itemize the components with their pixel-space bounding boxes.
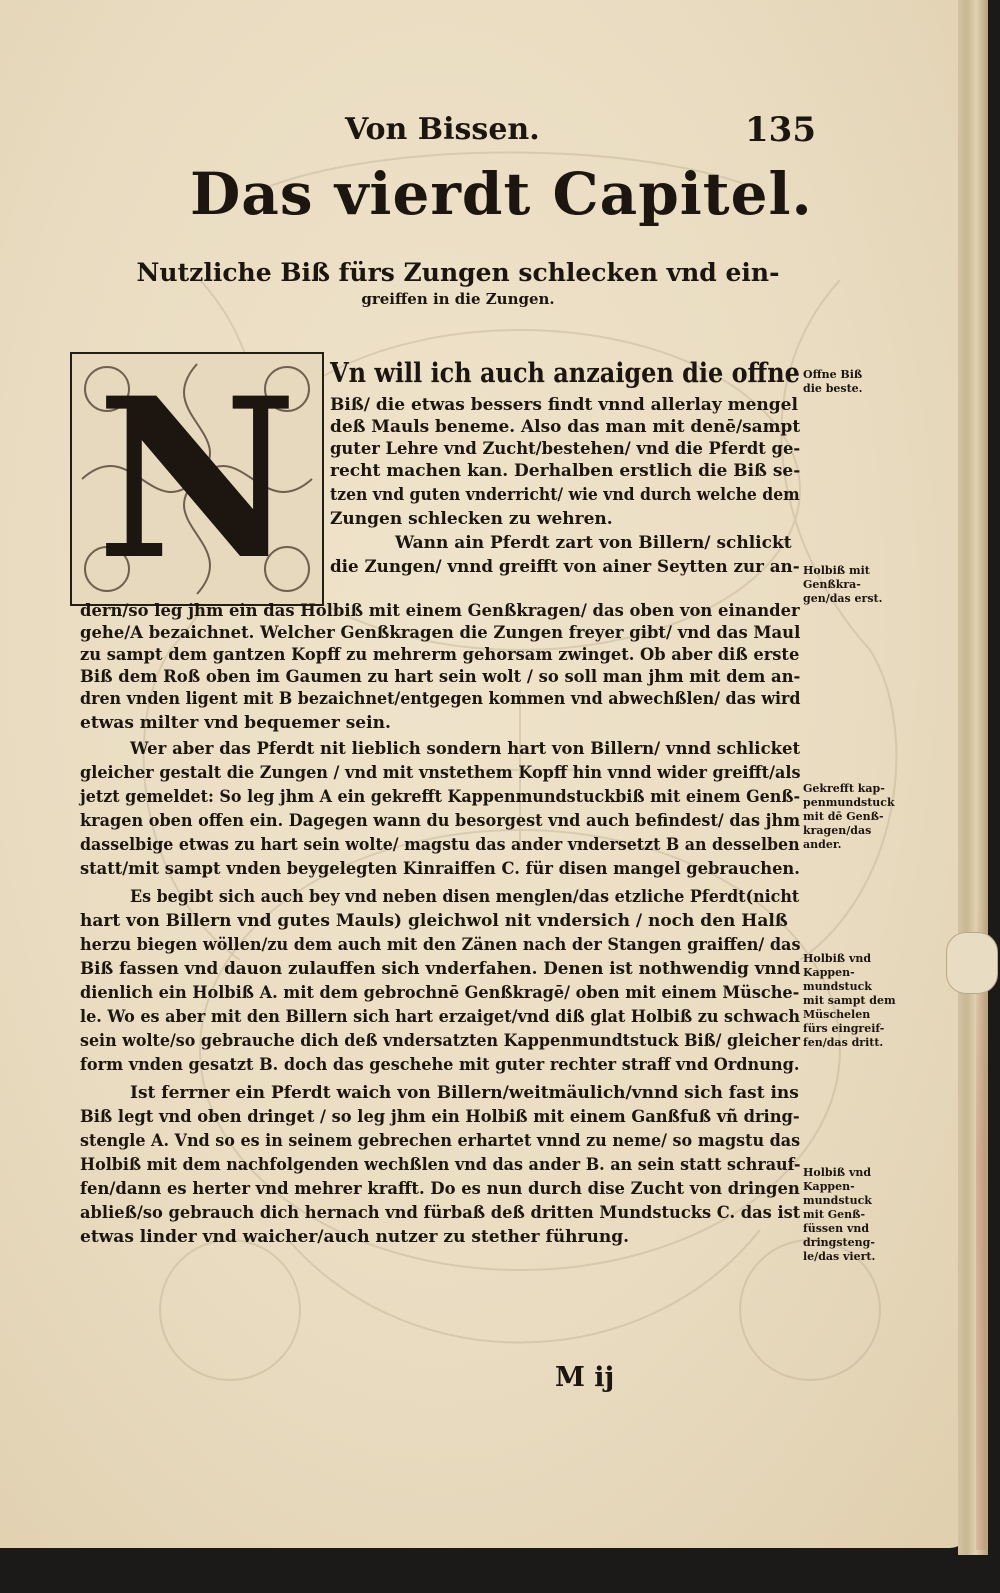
margin-note-line: penmundstuck: [803, 796, 895, 809]
page-number: 135: [745, 110, 816, 150]
margin-note: [803, 564, 895, 606]
margin-note-line: ander.: [803, 838, 842, 851]
margin-note-line: mit dē Genß-: [803, 810, 884, 823]
body-line: Biß legt vnd oben dringet / so leg jhm ein Holbiß mit einem Ganßfuß vñ dring-: [80, 1107, 800, 1127]
body-line: Ist ferrner ein Pferdt waich von Billern/weitmäulich/vnnd sich fast ins: [130, 1083, 799, 1103]
body-line: zu sampt dem gantzen Kopff zu mehrerm gehorsam zwinget. Ob aber diß erste: [80, 645, 800, 665]
body-line: etwas milter vnd bequemer sein.: [80, 713, 391, 733]
margin-note-line: die beste.: [803, 382, 863, 395]
body-line: statt/mit sampt vnden beygelegten Kinraiffen C. für disen mangel gebrauchen.: [80, 859, 800, 879]
decorated-initial: [70, 349, 324, 608]
margin-note-line: fürs eingreif-: [803, 1022, 885, 1035]
margin-note: [803, 368, 895, 396]
initial-letter: N: [96, 349, 298, 608]
margin-note-line: mundstuck: [803, 1194, 872, 1207]
margin-note-line: Genßkra-: [803, 578, 861, 591]
body-line: Holbiß mit dem nachfolgenden wechßlen vnd das ander B. an sein statt schrauf-: [80, 1155, 801, 1175]
margin-note-line: Müschelen: [803, 1008, 871, 1021]
margin-note-line: gen/das erst.: [803, 592, 883, 605]
body-line: Biß fassen vnd dauon zulauffen sich vnderfahen. Denen ist nothwendig vnnd: [80, 959, 801, 979]
margin-note-line: mit Genß-: [803, 1208, 866, 1221]
body-line: jetzt gemeldet: So leg jhm A ein gekrefft Kappenmundstuckbiß mit einem Genß-: [80, 787, 801, 807]
body-line: Wer aber das Pferdt nit lieblich sondern hart von Billern/ vnnd schlicket: [130, 739, 801, 759]
margin-note: [803, 1166, 895, 1264]
body-line: Biß/ die etwas bessers findt vnnd allerlay mengel: [330, 395, 798, 415]
body-line: Vn will ich auch anzaigen die offne: [330, 358, 800, 389]
body-line: sein wolte/so gebrauche dich deß vndersatzten Kappenmundtstuck Biß/ gleicher: [80, 1031, 801, 1051]
subtitle-line-2: greiffen in die Zungen.: [361, 290, 555, 308]
body-line: die Zungen/ vnnd greifft von ainer Seytten zur an-: [330, 557, 800, 577]
body-line: Wann ain Pferdt zart von Billern/ schlickt: [395, 533, 792, 553]
margin-note: [803, 782, 895, 852]
body-line: form vnden gesatzt B. doch das geschehe mit guter rechter straff vnd Ordnung.: [80, 1055, 800, 1075]
body-line: dienlich ein Holbiß A. mit dem gebrochnē Genßkragē/ oben mit einem Müsche-: [80, 983, 800, 1003]
body-line: herzu biegen wöllen/zu dem auch mit den Zänen nach der Stangen graiffen/ das: [80, 935, 801, 955]
body-line: Biß dem Roß oben im Gaumen zu hart sein wolt / so soll man jhm mit dem an-: [80, 667, 801, 687]
body-line: Es begibt sich auch bey vnd neben disen menglen/das etzliche Pferdt(nicht: [130, 887, 800, 907]
signature-mark: M ij: [555, 1362, 615, 1393]
margin-note-line: Holbiß vnd: [803, 952, 872, 965]
body-line: dern/so leg jhm ein das Holbiß mit einem Genßkragen/ das oben von einander: [80, 601, 800, 621]
body-line: recht machen kan. Derhalben erstlich die Biß se-: [330, 461, 801, 481]
body-line: etwas linder vnd waicher/auch nutzer zu stether führung.: [80, 1227, 630, 1247]
page-edge: [958, 0, 988, 1555]
body-line: stengle A. Vnd so es in seinem gebrechen erhartet vnnd zu neme/ so magstu das: [80, 1131, 801, 1151]
margin-note-line: Gekrefft kap-: [803, 782, 885, 795]
margin-note-line: füssen vnd: [803, 1222, 870, 1235]
body-line: kragen oben offen ein. Dagegen wann du besorgest vnd auch befindest/ das jhm: [80, 811, 801, 831]
subtitle-line-1: Nutzliche Biß fürs Zungen schlecken vnd ein-: [136, 258, 780, 287]
body-line: gehe/A bezaichnet. Welcher Genßkragen die Zungen freyer gibt/ vnd das Maul: [80, 623, 801, 643]
margin-note-line: dringsteng-: [803, 1236, 875, 1249]
body-line: tzen vnd guten vnderricht/ wie vnd durch welche dem: [330, 485, 800, 505]
margin-note-line: Kappen-: [803, 966, 855, 979]
margin-note-line: Holbiß vnd: [803, 1166, 872, 1179]
margin-note-line: mit sampt dem: [803, 994, 896, 1007]
running-head: Von Bissen.: [345, 112, 540, 147]
body-line: guter Lehre vnd Zucht/bestehen/ vnd die Pferdt ge-: [330, 439, 801, 459]
body-line: gleicher gestalt die Zungen / vnd mit vnstethem Kopff hin vnnd wider greifft/als: [80, 763, 801, 783]
margin-note: [803, 952, 895, 1050]
chapter-title: Das vierdt Capitel.: [190, 160, 813, 228]
body-line: abließ/so gebrauch dich hernach vnd fürbaß deß dritten Mundstucks C. das ist: [80, 1203, 801, 1223]
margin-note-line: mundstuck: [803, 980, 872, 993]
margin-note-line: Offne Biß: [803, 368, 863, 381]
body-line: hart von Billern vnd gutes Mauls) gleichwol nit vndersich / noch den Halß: [80, 911, 788, 931]
chapter-subtitle: [128, 258, 788, 310]
body-line: dren vnden ligent mit B bezaichnet/entgegen kommen vnd abwechßlen/ das wird: [80, 689, 801, 709]
page-tab-marker: [946, 932, 998, 994]
body-line: dasselbige etwas zu hart sein wolte/ magstu das ander vndersetzt B an desselben: [80, 835, 800, 855]
body-line: le. Wo es aber mit den Billern sich hart erzaiget/vnd diß glat Holbiß zu schwach: [80, 1007, 801, 1027]
margin-note-line: le/das viert.: [803, 1250, 876, 1263]
margin-note-line: Kappen-: [803, 1180, 855, 1193]
margin-note-line: fen/das dritt.: [803, 1036, 884, 1049]
body-line: fen/dann es herter vnd mehrer krafft. Do es nun durch dise Zucht von dringen: [80, 1179, 800, 1199]
margin-note-line: Holbiß mit: [803, 564, 870, 577]
body-line: deß Mauls beneme. Also das man mit denē/sampt: [330, 417, 801, 437]
body-line: Zungen schlecken zu wehren.: [330, 509, 613, 529]
margin-note-line: kragen/das: [803, 824, 872, 837]
